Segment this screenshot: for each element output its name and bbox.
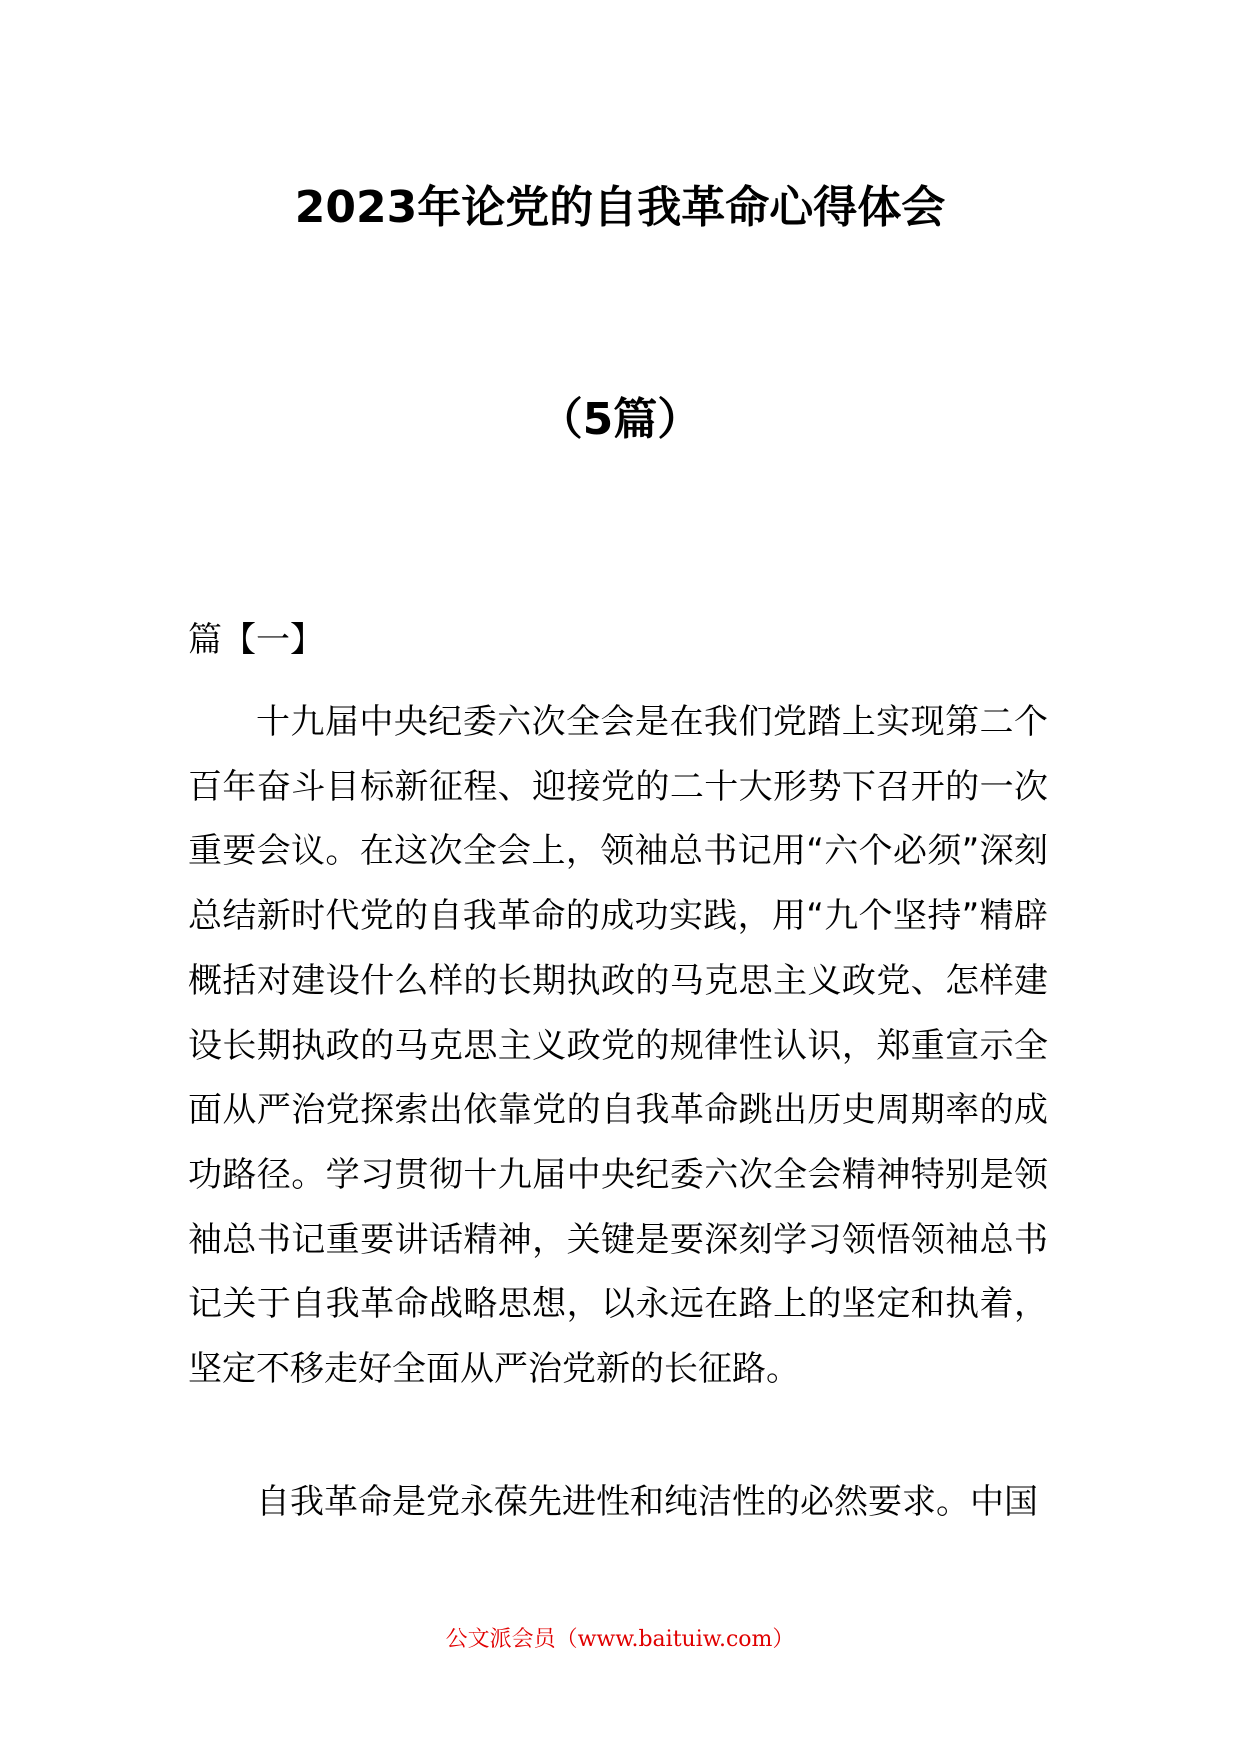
body-paragraph: 十九届中央纪委六次全会是在我们党踏上实现第二个百年奋斗目标新征程、迎接党的二十大形势下召开的一次重要会议。在这次全会上，领袖总书记用“六个必须”深刻总结新时代党的自我革命的成功实践，用“九个坚持”精辟概括对建设什么样的长期执政的马克思主义政党、怎样建设长期执政的马克思主义政党的规律性认识，郑重宣示全面从严治党探索出依靠党的自我革命跳出历史周期率的成功路径。学习贯彻十九届中央纪委六次全会精神特别是领袖总书记重要讲话精神，关键是要深刻学习领悟领袖总书记关于自我革命战略思想，以永远在路上的坚定和执着，坚定不移走好全面从严治党新的长征路。 <box>188 702 1048 1390</box>
body-paragraph: 自我革命是党永葆先进性和纯洁性的必然要求。中国 <box>256 1481 1038 1522</box>
document-body <box>188 690 1048 1534</box>
document-title: 2023年论党的自我革命心得体会 <box>294 182 946 233</box>
footer-watermark: 公文派会员（www.baituiw.com） <box>445 1627 795 1652</box>
document-subtitle: （5篇） <box>538 394 702 445</box>
section-heading: 篇【一】 <box>188 620 324 660</box>
